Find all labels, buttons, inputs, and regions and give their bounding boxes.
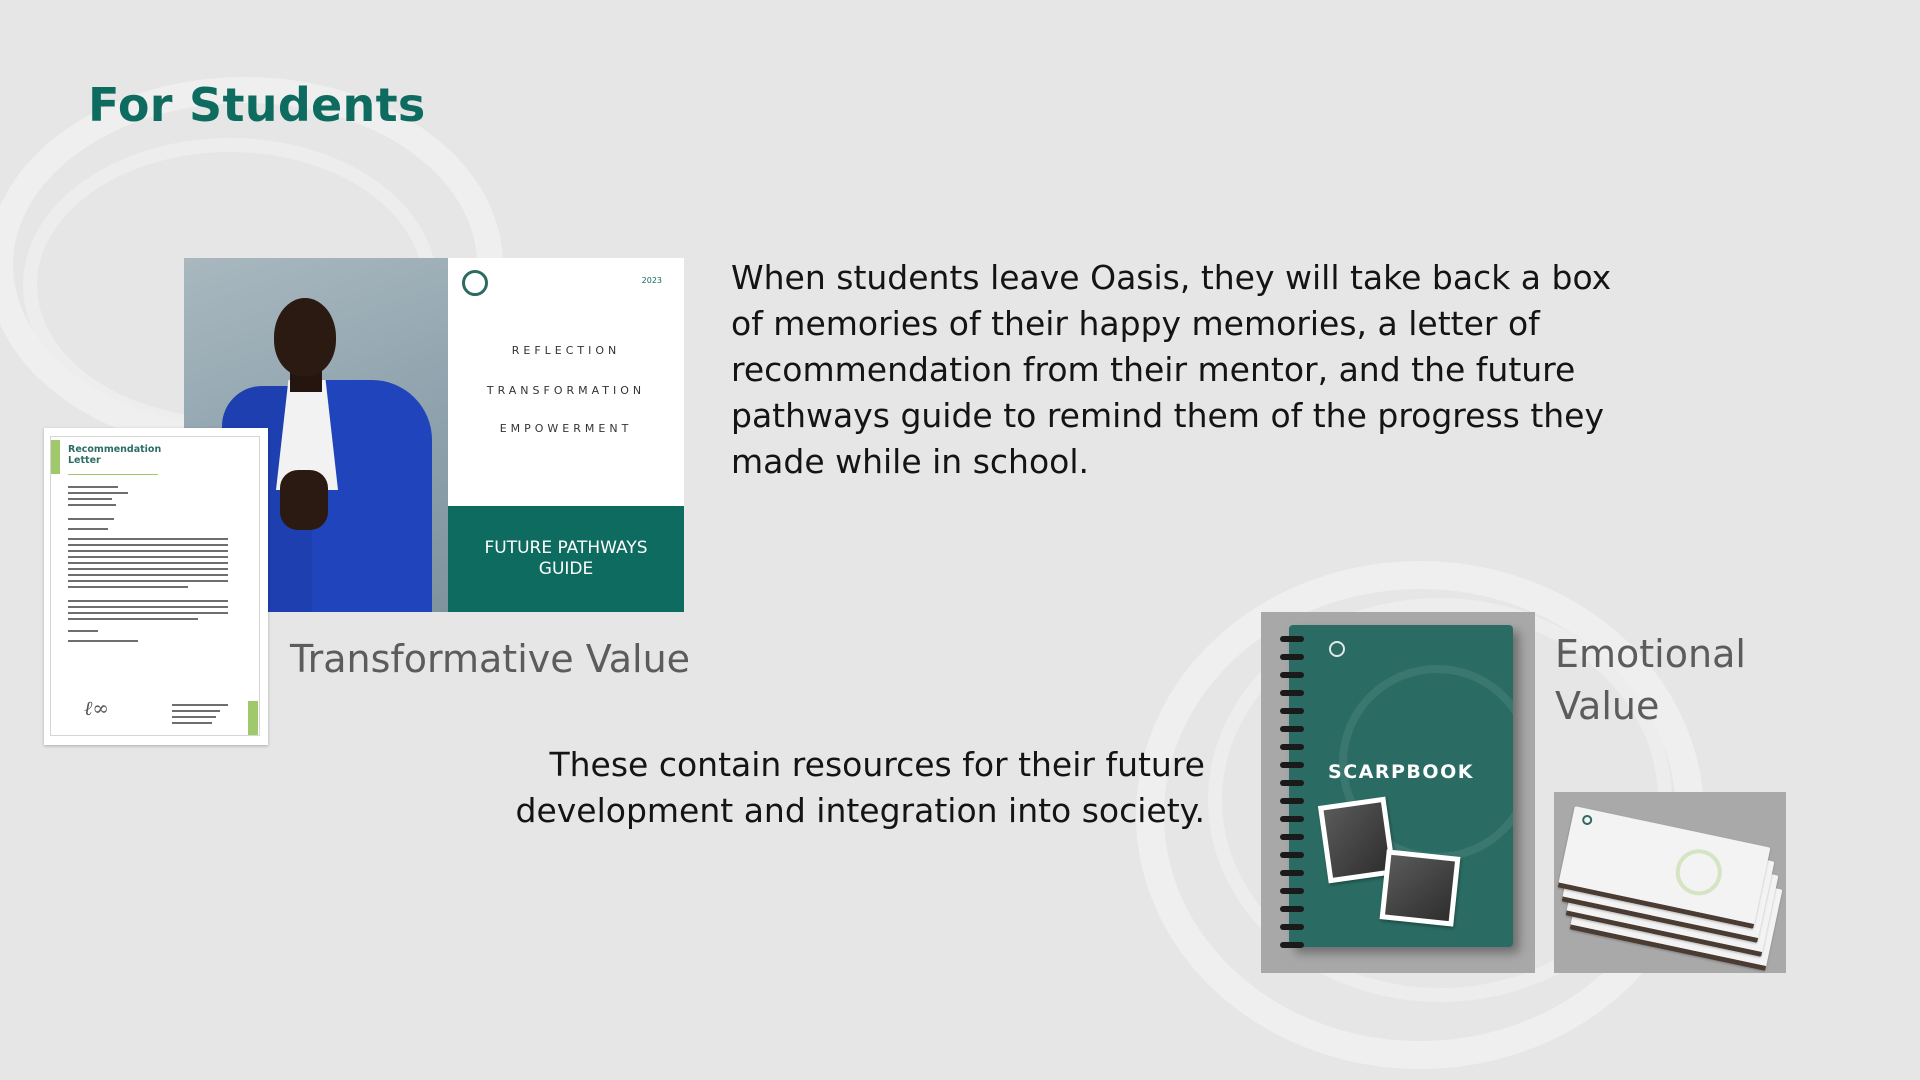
scrapbook-cover: [1289, 625, 1513, 947]
caption-transformative-value: Transformative Value: [290, 637, 691, 681]
cover-band: [448, 506, 684, 612]
cover-band-text: FUTURE PATHWAYS GUIDE: [484, 538, 648, 579]
oasis-logo-icon: [462, 270, 488, 296]
cover-word-reflection: REFLECTION: [511, 344, 621, 357]
oasis-logo-icon: [1329, 641, 1345, 657]
page-title: For Students: [88, 78, 426, 132]
guide-cover: [448, 258, 684, 612]
cover-year: 2023: [641, 276, 662, 285]
recommendation-letter-image: [44, 428, 268, 745]
cover-word-empowerment: EMPOWERMENT: [499, 422, 633, 435]
resources-paragraph: These contain resources for their future development and integration into society.: [515, 745, 1205, 830]
scrapbook-photo: [1380, 849, 1461, 926]
caption-emotional-value: Emotional Value: [1555, 632, 1746, 728]
spiral-binding: [1280, 636, 1306, 948]
envelopes-image: [1554, 792, 1786, 973]
letter-title: Recommendation Letter: [68, 444, 162, 466]
description-paragraph: When students leave Oasis, they will take back a box of memories of their happy memories, a letter of recommendation from their mentor, and the future pathways guide to remind them of the progress they made while in school.: [731, 258, 1612, 481]
signature-icon: ℓ∞: [84, 696, 109, 720]
oasis-logo-icon: [1581, 814, 1593, 826]
cover-word-transformation: TRANSFORMATION: [486, 384, 646, 397]
scrapbook-title: SCARPBOOK: [1328, 761, 1474, 783]
